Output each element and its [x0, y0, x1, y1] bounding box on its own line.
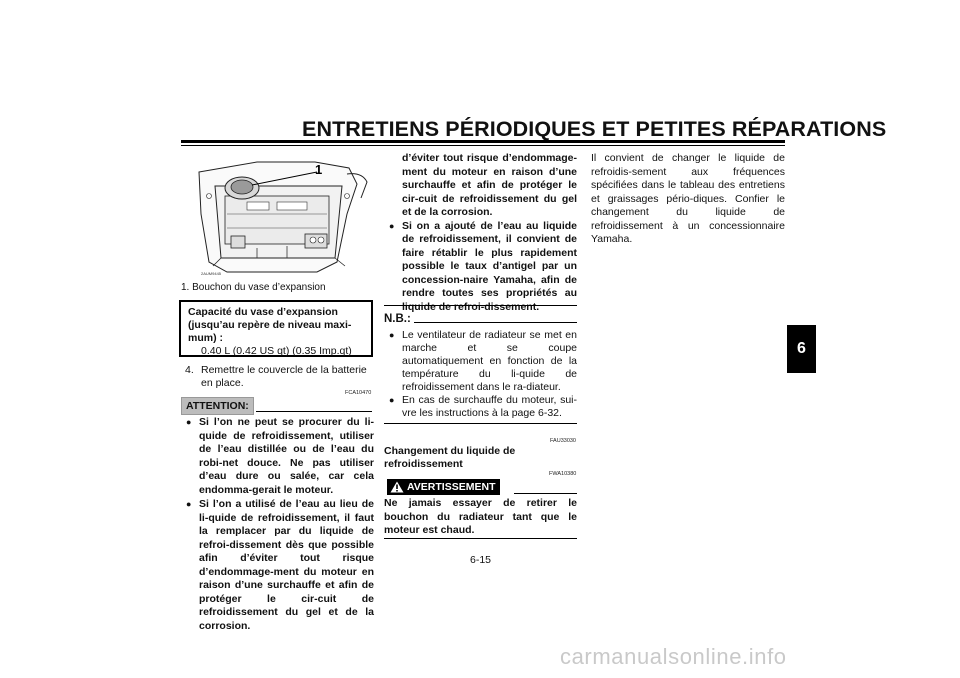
- avertissement-code: FWA10380: [549, 471, 577, 477]
- attention-list-part1: [181, 416, 374, 632]
- spec-title-line: Capacité du vase d’expansion: [188, 306, 338, 318]
- figure-caption: 1. Bouchon du vase d’expansion: [181, 282, 326, 293]
- attention-banner: [181, 396, 254, 414]
- section-title: Changement du liquide de refroidissement: [384, 445, 516, 470]
- figure-code: 2AUM9445: [201, 271, 222, 276]
- attention-end-rule: [384, 305, 577, 306]
- spec-title-line: (jusqu’au repère de niveau maxi-: [188, 319, 352, 331]
- watermark: carmanualsonline.info: [560, 644, 787, 669]
- capacity-spec-box: [179, 300, 373, 357]
- warning-triangle-icon: [390, 481, 404, 493]
- instruction-step-4: [185, 364, 375, 390]
- nb-item: ● En cas de surchauffe du moteur, sui-vre les instructions à la page 6-32.: [384, 394, 577, 420]
- attention-item-text: Si l’on a utilisé de l’eau au lieu de li-quide de refroidissement, il faut la remplacer par du liquide de refroi-dissement dès que possible afin d’éviter tout risque d’endommage-ment du moteur en raison d’une surchauffe et afin de protéger le cir-cuit de refroidissement du gel et de la corrosion.: [199, 498, 374, 632]
- avertissement-label: AVERTISSEMENT: [407, 481, 496, 493]
- figure-callout-number: 1: [315, 162, 323, 177]
- attention-rule: [256, 411, 372, 412]
- nb-item: ● Le ventilateur de radiateur se met en marche et se coupe automatiquement en fonction de la température du li-quide de refroidissement dans le ra-diateur.: [384, 329, 577, 394]
- nb-label: N.B.:: [384, 313, 411, 325]
- avertissement-banner: [387, 479, 500, 495]
- coolant-change-paragraph: Il convient de changer le liquide de refroidis-sement aux fréquences spécifiées dans le tableau des entretiens et graissages pério-diques. Confier le changement du liquide de refroidissement à un concessionnaire Yamaha.: [591, 152, 785, 245]
- nb-list: [384, 329, 577, 420]
- step-text: Remettre le couvercle de la batterie en place.: [201, 364, 367, 389]
- coolant-reservoir-illustration: [197, 154, 374, 278]
- attention-item: ● Si l’on ne peut se procurer du li-quide de refroidissement, utiliser de l’eau distillée ou de l’eau du robi-net douce. Ne pas utiliser d’eau dure ou salée, car cela endomma-gerait le moteur.: [181, 416, 374, 497]
- attention-item: ● Si on a ajouté de l’eau au liquide de refroidissement, il convient de faire rétablir le plus rapidement possible le taux d’antigel par un concession-naire Yamaha, afin de rendre toutes ses propriétés au liquide de refroi-dissement.: [384, 220, 577, 315]
- attention-label: ATTENTION:: [181, 397, 254, 415]
- attention-continuation-text: d’éviter tout risque d’endommage-ment du moteur en raison d’une surchauffe et afin de protéger le cir-cuit de refroidissement du gel et de la corrosion.: [402, 152, 577, 218]
- avertissement-text: Ne jamais essayer de retirer le bouchon du radiateur tant que le moteur est chaud.: [384, 497, 577, 536]
- coolant-reservoir-figure: [197, 154, 374, 278]
- chapter-tab[interactable]: 6: [787, 325, 816, 373]
- nb-end-rule: [384, 423, 577, 424]
- attention-item: [181, 498, 374, 633]
- section-code: FAU33030: [550, 438, 576, 444]
- step-number: 4.: [185, 364, 194, 376]
- header-rule-thin: [181, 145, 785, 146]
- nb-rule: [414, 322, 577, 323]
- page-number: 6-15: [470, 554, 492, 566]
- header-rule: [181, 140, 785, 143]
- page-header-title: ENTRETIENS PÉRIODIQUES ET PETITES RÉPARATIONS: [302, 117, 887, 141]
- spec-title-line: mum) :: [188, 332, 223, 344]
- spec-value: 0.40 L (0.42 US qt) (0.35 Imp.qt): [201, 345, 352, 357]
- attention-code: FCA10470: [345, 390, 372, 396]
- avertissement-end-rule: [384, 538, 577, 539]
- attention-continuation: [384, 152, 577, 314]
- avertissement-rule: [514, 493, 577, 494]
